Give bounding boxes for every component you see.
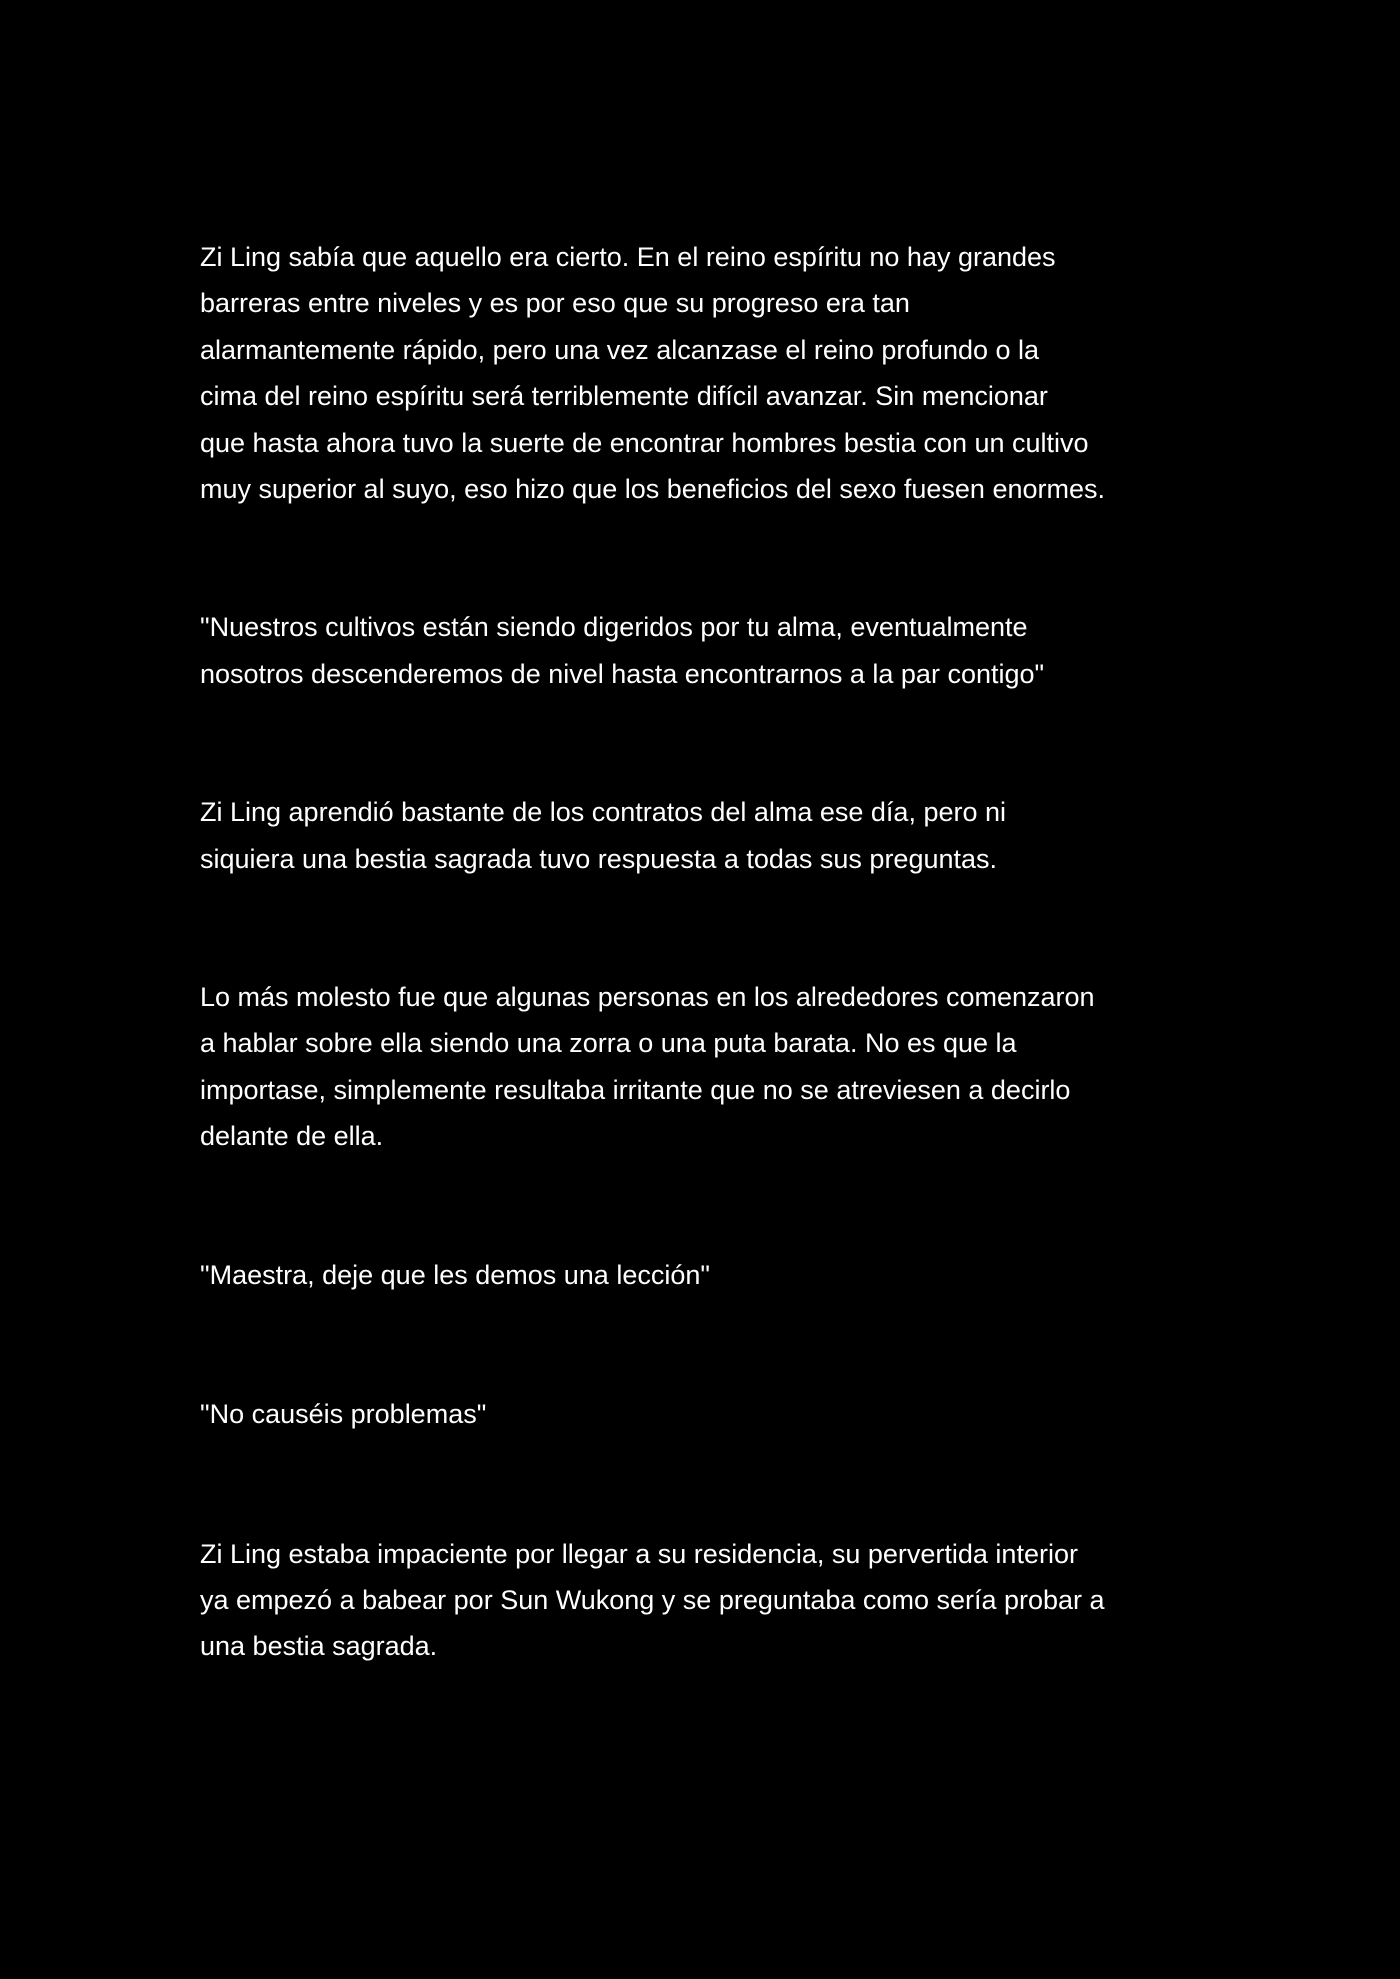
text-line: alarmantemente rápido, pero una vez alcanzase el reino profundo o la <box>200 334 1040 365</box>
text-line: muy superior al suyo, eso hizo que los beneficios del sexo fuesen enormes. <box>200 474 1106 505</box>
text-line: que hasta ahora tuvo la suerte de encontrar hombres bestia con un cultivo <box>200 427 1089 458</box>
text-line: una bestia sagrada. <box>200 1631 438 1662</box>
paragraph <box>200 789 1210 882</box>
paragraph <box>200 1391 1210 1437</box>
paragraph <box>200 1252 1210 1298</box>
paragraph <box>200 974 1210 1160</box>
paragraph <box>200 234 1210 512</box>
text-line: cima del reino espíritu será terriblemente difícil avanzar. Sin mencionar <box>200 381 1048 412</box>
text-line: "No causéis problemas" <box>200 1399 487 1430</box>
text-line: delante de ella. <box>200 1121 384 1152</box>
paragraph-spacer <box>200 1160 1210 1252</box>
text-line: "Maestra, deje que les demos una lección" <box>200 1259 710 1290</box>
text-line: Zi Ling sabía que aquello era cierto. En el reino espíritu no hay grandes <box>200 242 1056 272</box>
text-line: ya empezó a babear por Sun Wukong y se preguntaba como sería probar a <box>200 1584 1105 1615</box>
paragraph <box>200 604 1210 697</box>
text-line: siquiera una bestia sagrada tuvo respuesta a todas sus preguntas. <box>200 843 998 874</box>
paragraph-spacer <box>200 882 1210 974</box>
text-line: Lo más molesto fue que algunas personas en los alrededores comenzaron <box>200 982 1095 1013</box>
text-line: a hablar sobre ella siendo una zorra o una puta barata. No es que la <box>200 1028 1017 1059</box>
text-line: Zi Ling estaba impaciente por llegar a su residencia, su pervertida interior <box>200 1538 1078 1569</box>
text-line: nosotros descenderemos de nivel hasta encontrarnos a la par contigo" <box>200 658 1045 689</box>
text-line: importase, simplemente resultaba irritante que no se atreviesen a decirlo <box>200 1074 1071 1105</box>
text-line: "Nuestros cultivos están siendo digeridos por tu alma, eventualmente <box>200 612 1028 643</box>
paragraph <box>200 1531 1210 1670</box>
paragraph-spacer <box>200 512 1210 604</box>
text-line: Zi Ling aprendió bastante de los contratos del alma ese día, pero ni <box>200 797 1007 828</box>
paragraph-spacer <box>200 1298 1210 1391</box>
text-column <box>200 234 1210 1670</box>
paragraph-spacer <box>200 697 1210 789</box>
paragraph-spacer <box>200 1438 1210 1531</box>
text-line: barreras entre niveles y es por eso que su progreso era tan <box>200 288 910 319</box>
